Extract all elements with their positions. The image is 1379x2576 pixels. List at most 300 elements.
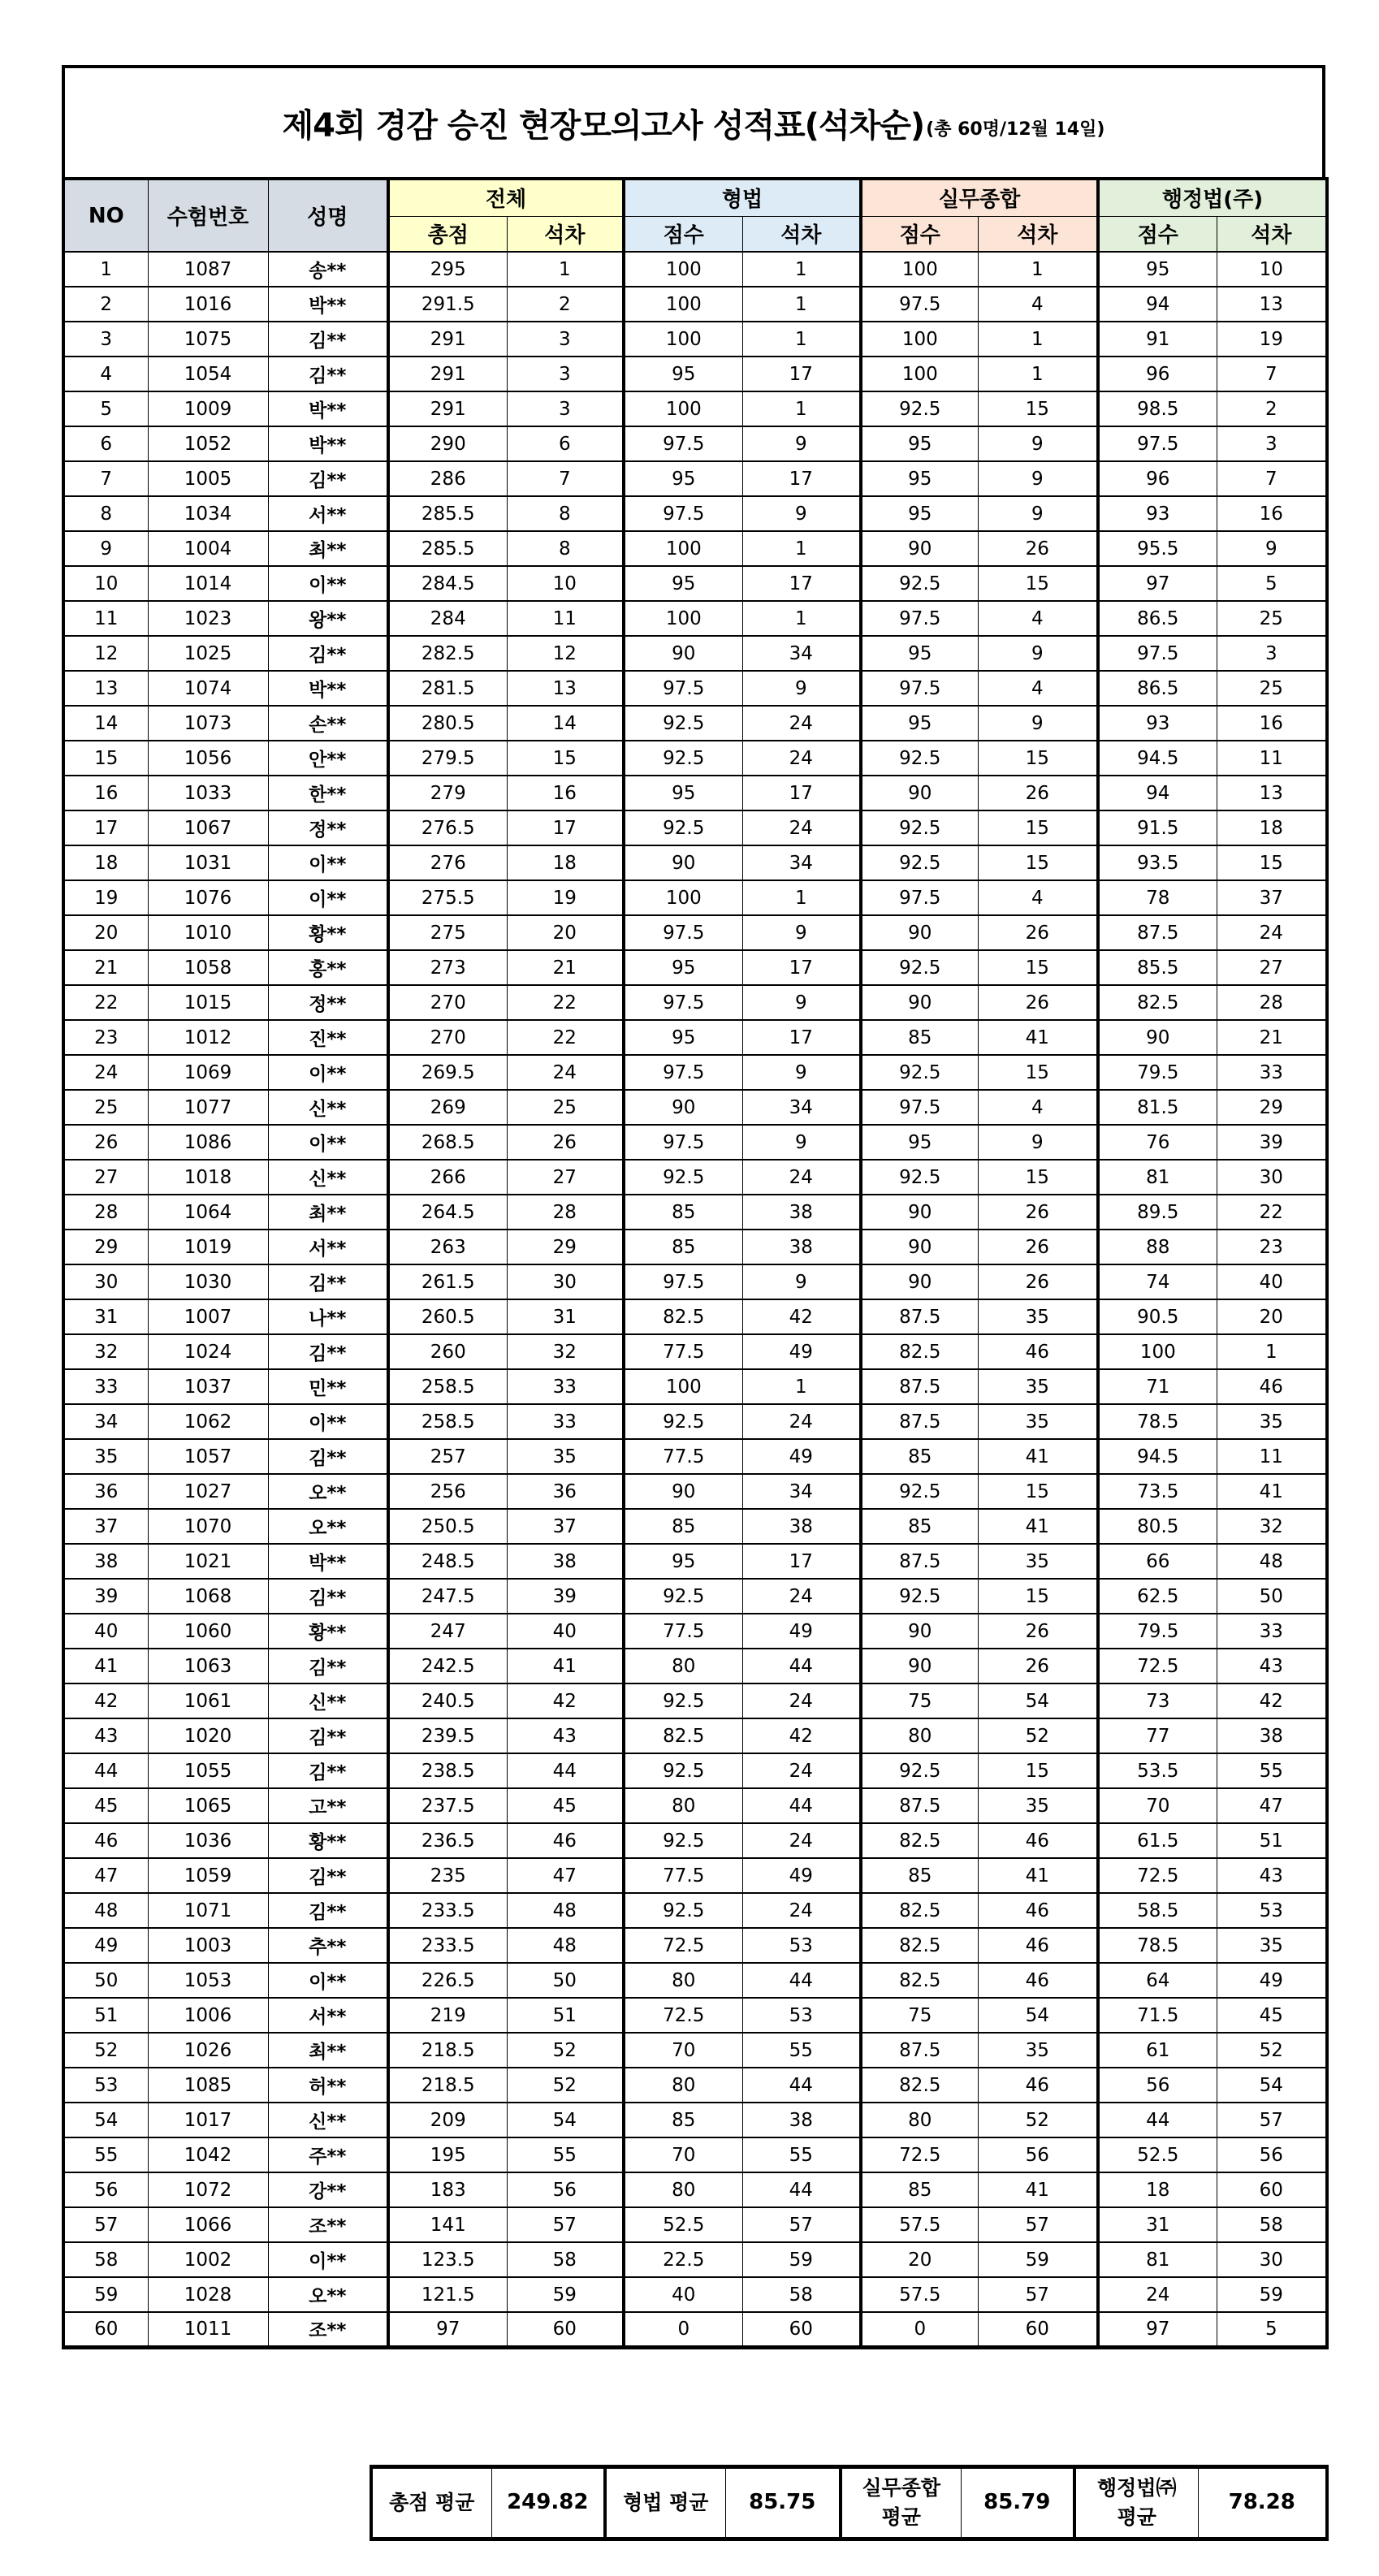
cell-practice-score: 57.5 — [861, 2207, 978, 2242]
practice-average-label: 실무종합 평균 — [841, 2467, 961, 2539]
cell-name: 김** — [268, 1753, 388, 1788]
cell-exam-no: 1037 — [148, 1369, 268, 1404]
cell-no: 41 — [63, 1649, 148, 1683]
cell-admin-rank: 54 — [1217, 2068, 1327, 2103]
cell-practice-rank: 1 — [978, 357, 1098, 391]
cell-criminal-score: 95 — [624, 566, 742, 601]
cell-no: 54 — [63, 2103, 148, 2137]
cell-total-score: 270 — [388, 1020, 507, 1055]
cell-total-score: 247 — [388, 1614, 507, 1649]
cell-practice-rank: 15 — [978, 950, 1098, 985]
cell-practice-score: 82.5 — [861, 1963, 978, 1998]
cell-no: 36 — [63, 1474, 148, 1509]
cell-admin-score: 96 — [1098, 357, 1217, 391]
cell-admin-rank: 52 — [1217, 2033, 1327, 2068]
col-header-no: NO — [63, 179, 148, 252]
table-row — [63, 1963, 1327, 1998]
cell-no: 8 — [63, 496, 148, 531]
cell-total-rank: 37 — [507, 1509, 624, 1544]
cell-total-score: 276 — [388, 845, 507, 880]
cell-name: 김** — [268, 1858, 388, 1893]
cell-name: 추** — [268, 1928, 388, 1963]
score-sheet — [62, 65, 1325, 2349]
cell-criminal-score: 95 — [624, 461, 742, 496]
cell-name: 황** — [268, 915, 388, 950]
cell-criminal-score: 97.5 — [624, 1264, 742, 1299]
cell-admin-score: 74 — [1098, 1264, 1217, 1299]
cell-criminal-score: 95 — [624, 357, 742, 391]
cell-criminal-score: 70 — [624, 2033, 742, 2068]
cell-no: 53 — [63, 2068, 148, 2103]
cell-criminal-score: 72.5 — [624, 1998, 742, 2033]
cell-total-rank: 51 — [507, 1998, 624, 2033]
cell-name: 고** — [268, 1788, 388, 1823]
cell-criminal-rank: 1 — [742, 1369, 861, 1404]
cell-no: 24 — [63, 1055, 148, 1090]
cell-criminal-score: 85 — [624, 2103, 742, 2137]
col-header-admin-rank: 석차 — [1217, 216, 1327, 252]
col-header-name: 성명 — [268, 179, 388, 252]
cell-practice-rank: 41 — [978, 1020, 1098, 1055]
cell-practice-score: 57.5 — [861, 2277, 978, 2312]
table-row — [63, 1020, 1327, 1055]
cell-exam-no: 1056 — [148, 741, 268, 776]
cell-practice-score: 82.5 — [861, 1823, 978, 1858]
cell-total-score: 258.5 — [388, 1404, 507, 1439]
cell-total-score: 264.5 — [388, 1195, 507, 1230]
cell-exam-no: 1031 — [148, 845, 268, 880]
cell-admin-score: 90 — [1098, 1020, 1217, 1055]
cell-total-score: 291 — [388, 391, 507, 426]
cell-total-rank: 33 — [507, 1369, 624, 1404]
cell-practice-rank: 15 — [978, 1474, 1098, 1509]
cell-admin-rank: 25 — [1217, 601, 1327, 636]
cell-practice-score: 87.5 — [861, 1404, 978, 1439]
cell-admin-score: 88 — [1098, 1230, 1217, 1264]
cell-no: 21 — [63, 950, 148, 985]
cell-admin-rank: 28 — [1217, 985, 1327, 1020]
table-row — [63, 1299, 1327, 1334]
cell-criminal-rank: 17 — [742, 1020, 861, 1055]
cell-exam-no: 1036 — [148, 1823, 268, 1858]
cell-criminal-rank: 59 — [742, 2242, 861, 2277]
cell-criminal-rank: 44 — [742, 1788, 861, 1823]
cell-admin-score: 53.5 — [1098, 1753, 1217, 1788]
cell-name: 진** — [268, 1020, 388, 1055]
cell-practice-rank: 9 — [978, 636, 1098, 671]
cell-admin-score: 81 — [1098, 2242, 1217, 2277]
cell-criminal-score: 80 — [624, 2172, 742, 2207]
cell-practice-rank: 46 — [978, 1963, 1098, 1998]
cell-criminal-score: 77.5 — [624, 1614, 742, 1649]
cell-total-rank: 3 — [507, 322, 624, 357]
cell-practice-score: 72.5 — [861, 2137, 978, 2172]
cell-practice-rank: 46 — [978, 1334, 1098, 1369]
cell-total-score: 270 — [388, 985, 507, 1020]
cell-exam-no: 1042 — [148, 2137, 268, 2172]
cell-admin-score: 66 — [1098, 1544, 1217, 1579]
cell-criminal-score: 95 — [624, 1544, 742, 1579]
cell-admin-score: 79.5 — [1098, 1055, 1217, 1090]
cell-admin-rank: 5 — [1217, 566, 1327, 601]
cell-criminal-score: 77.5 — [624, 1334, 742, 1369]
table-row — [63, 880, 1327, 915]
cell-admin-score: 70 — [1098, 1788, 1217, 1823]
cell-total-rank: 20 — [507, 915, 624, 950]
cell-admin-rank: 3 — [1217, 636, 1327, 671]
cell-name: 김** — [268, 1439, 388, 1474]
cell-total-score: 195 — [388, 2137, 507, 2172]
cell-total-score: 280.5 — [388, 706, 507, 741]
cell-total-score: 218.5 — [388, 2068, 507, 2103]
cell-total-score: 235 — [388, 1858, 507, 1893]
cell-criminal-score: 90 — [624, 845, 742, 880]
cell-exam-no: 1018 — [148, 1160, 268, 1195]
cell-criminal-rank: 1 — [742, 601, 861, 636]
cell-practice-rank: 26 — [978, 1614, 1098, 1649]
cell-admin-score: 61.5 — [1098, 1823, 1217, 1858]
cell-admin-rank: 19 — [1217, 322, 1327, 357]
cell-criminal-score: 92.5 — [624, 1404, 742, 1439]
table-row — [63, 2033, 1327, 2068]
cell-criminal-rank: 17 — [742, 1544, 861, 1579]
cell-criminal-score: 85 — [624, 1509, 742, 1544]
cell-no: 49 — [63, 1928, 148, 1963]
group-header-criminal-law: 형법 — [624, 179, 861, 216]
cell-name: 강** — [268, 2172, 388, 2207]
cell-admin-rank: 29 — [1217, 1090, 1327, 1125]
cell-practice-score: 75 — [861, 1683, 978, 1718]
cell-name: 박** — [268, 287, 388, 322]
cell-criminal-rank: 53 — [742, 1998, 861, 2033]
cell-admin-rank: 58 — [1217, 2207, 1327, 2242]
cell-no: 3 — [63, 322, 148, 357]
cell-admin-rank: 30 — [1217, 1160, 1327, 1195]
cell-total-score: 121.5 — [388, 2277, 507, 2312]
cell-practice-rank: 46 — [978, 2068, 1098, 2103]
cell-exam-no: 1009 — [148, 391, 268, 426]
cell-criminal-score: 95 — [624, 950, 742, 985]
cell-admin-rank: 51 — [1217, 1823, 1327, 1858]
cell-practice-rank: 57 — [978, 2277, 1098, 2312]
cell-total-rank: 48 — [507, 1928, 624, 1963]
table-row — [63, 706, 1327, 741]
cell-admin-rank: 35 — [1217, 1404, 1327, 1439]
cell-exam-no: 1030 — [148, 1264, 268, 1299]
cell-name: 이** — [268, 1055, 388, 1090]
cell-admin-rank: 7 — [1217, 357, 1327, 391]
cell-exam-no: 1026 — [148, 2033, 268, 2068]
table-row — [63, 1055, 1327, 1090]
cell-total-rank: 10 — [507, 566, 624, 601]
cell-practice-rank: 26 — [978, 1649, 1098, 1683]
cell-criminal-score: 97.5 — [624, 426, 742, 461]
cell-practice-score: 20 — [861, 2242, 978, 2277]
cell-practice-score: 95 — [861, 636, 978, 671]
cell-admin-rank: 55 — [1217, 1753, 1327, 1788]
cell-exam-no: 1087 — [148, 252, 268, 287]
table-row — [63, 531, 1327, 566]
cell-admin-rank: 3 — [1217, 426, 1327, 461]
cell-criminal-score: 77.5 — [624, 1439, 742, 1474]
cell-practice-score: 92.5 — [861, 950, 978, 985]
cell-practice-score: 92.5 — [861, 566, 978, 601]
cell-practice-rank: 54 — [978, 1998, 1098, 2033]
cell-admin-rank: 16 — [1217, 706, 1327, 741]
cell-criminal-score: 92.5 — [624, 810, 742, 845]
cell-total-rank: 58 — [507, 2242, 624, 2277]
cell-practice-rank: 4 — [978, 601, 1098, 636]
cell-exam-no: 1069 — [148, 1055, 268, 1090]
cell-total-score: 286 — [388, 461, 507, 496]
cell-no: 43 — [63, 1718, 148, 1753]
cell-practice-score: 100 — [861, 357, 978, 391]
cell-practice-score: 90 — [861, 985, 978, 1020]
cell-admin-rank: 53 — [1217, 1893, 1327, 1928]
cell-no: 32 — [63, 1334, 148, 1369]
cell-practice-rank: 26 — [978, 915, 1098, 950]
table-row — [63, 915, 1327, 950]
cell-total-rank: 22 — [507, 1020, 624, 1055]
cell-practice-rank: 26 — [978, 1264, 1098, 1299]
cell-no: 58 — [63, 2242, 148, 2277]
cell-criminal-score: 100 — [624, 601, 742, 636]
cell-no: 55 — [63, 2137, 148, 2172]
table-row — [63, 1404, 1327, 1439]
cell-criminal-rank: 17 — [742, 566, 861, 601]
cell-total-rank: 25 — [507, 1090, 624, 1125]
cell-criminal-score: 40 — [624, 2277, 742, 2312]
cell-no: 17 — [63, 810, 148, 845]
cell-exam-no: 1005 — [148, 461, 268, 496]
cell-no: 4 — [63, 357, 148, 391]
table-row — [63, 671, 1327, 706]
cell-exam-no: 1061 — [148, 1683, 268, 1718]
cell-practice-rank: 15 — [978, 1579, 1098, 1614]
cell-name: 오** — [268, 1509, 388, 1544]
cell-exam-no: 1019 — [148, 1230, 268, 1264]
cell-total-rank: 35 — [507, 1439, 624, 1474]
group-header-admin-law: 행정법(주) — [1098, 179, 1327, 216]
cell-name: 김** — [268, 1334, 388, 1369]
cell-total-rank: 33 — [507, 1404, 624, 1439]
cell-practice-rank: 60 — [978, 2312, 1098, 2347]
cell-admin-rank: 11 — [1217, 741, 1327, 776]
cell-criminal-rank: 53 — [742, 1928, 861, 1963]
cell-practice-rank: 15 — [978, 1160, 1098, 1195]
cell-total-score: 123.5 — [388, 2242, 507, 2277]
table-row — [63, 1509, 1327, 1544]
cell-practice-score: 85 — [861, 1020, 978, 1055]
cell-admin-score: 87.5 — [1098, 915, 1217, 950]
table-row — [63, 2068, 1327, 2103]
cell-total-score: 260 — [388, 1334, 507, 1369]
cell-admin-score: 97 — [1098, 2312, 1217, 2347]
cell-criminal-rank: 49 — [742, 1439, 861, 1474]
cell-total-rank: 24 — [507, 1055, 624, 1090]
table-row — [63, 287, 1327, 322]
cell-no: 45 — [63, 1788, 148, 1823]
cell-admin-score: 81.5 — [1098, 1090, 1217, 1125]
cell-name: 최** — [268, 531, 388, 566]
cell-criminal-rank: 58 — [742, 2277, 861, 2312]
cell-name: 김** — [268, 357, 388, 391]
cell-practice-rank: 46 — [978, 1928, 1098, 1963]
cell-total-score: 238.5 — [388, 1753, 507, 1788]
cell-total-rank: 44 — [507, 1753, 624, 1788]
cell-criminal-score: 95 — [624, 776, 742, 810]
cell-name: 최** — [268, 2033, 388, 2068]
cell-practice-rank: 4 — [978, 880, 1098, 915]
cell-practice-rank: 1 — [978, 252, 1098, 287]
cell-criminal-rank: 44 — [742, 2068, 861, 2103]
cell-practice-rank: 35 — [978, 1788, 1098, 1823]
cell-criminal-rank: 9 — [742, 915, 861, 950]
cell-name: 김** — [268, 461, 388, 496]
table-row — [63, 1614, 1327, 1649]
cell-admin-rank: 50 — [1217, 1579, 1327, 1614]
criminal-law-average-label: 형법 평균 — [605, 2467, 725, 2539]
cell-practice-rank: 15 — [978, 741, 1098, 776]
table-row — [63, 1230, 1327, 1264]
cell-practice-score: 90 — [861, 1614, 978, 1649]
cell-name: 나** — [268, 1299, 388, 1334]
table-row — [63, 566, 1327, 601]
cell-no: 50 — [63, 1963, 148, 1998]
cell-total-rank: 54 — [507, 2103, 624, 2137]
cell-admin-score: 73.5 — [1098, 1474, 1217, 1509]
cell-no: 13 — [63, 671, 148, 706]
cell-practice-score: 82.5 — [861, 1928, 978, 1963]
score-table-body — [63, 252, 1327, 2347]
cell-exam-no: 1015 — [148, 985, 268, 1020]
cell-practice-rank: 15 — [978, 810, 1098, 845]
table-row — [63, 1893, 1327, 1928]
cell-practice-rank: 26 — [978, 1195, 1098, 1230]
cell-total-score: 239.5 — [388, 1718, 507, 1753]
total-average-value: 249.82 — [491, 2467, 605, 2539]
cell-practice-rank: 4 — [978, 671, 1098, 706]
cell-name: 조** — [268, 2207, 388, 2242]
cell-practice-score: 97.5 — [861, 287, 978, 322]
col-header-practice-rank: 석차 — [978, 216, 1098, 252]
cell-no: 59 — [63, 2277, 148, 2312]
cell-total-score: 282.5 — [388, 636, 507, 671]
table-row — [63, 2137, 1327, 2172]
cell-total-score: 284 — [388, 601, 507, 636]
cell-criminal-rank: 17 — [742, 461, 861, 496]
cell-criminal-score: 77.5 — [624, 1858, 742, 1893]
cell-criminal-rank: 49 — [742, 1614, 861, 1649]
cell-total-rank: 48 — [507, 1893, 624, 1928]
table-row — [63, 1125, 1327, 1160]
cell-name: 조** — [268, 2312, 388, 2347]
cell-total-score: 295 — [388, 252, 507, 287]
cell-criminal-score: 22.5 — [624, 2242, 742, 2277]
cell-criminal-rank: 1 — [742, 531, 861, 566]
cell-criminal-rank: 38 — [742, 1230, 861, 1264]
cell-exam-no: 1012 — [148, 1020, 268, 1055]
cell-exam-no: 1055 — [148, 1753, 268, 1788]
cell-criminal-score: 80 — [624, 2068, 742, 2103]
cell-practice-score: 82.5 — [861, 1334, 978, 1369]
cell-criminal-rank: 1 — [742, 252, 861, 287]
cell-name: 안** — [268, 741, 388, 776]
cell-practice-rank: 9 — [978, 426, 1098, 461]
cell-exam-no: 1074 — [148, 671, 268, 706]
cell-exam-no: 1023 — [148, 601, 268, 636]
cell-practice-rank: 54 — [978, 1683, 1098, 1718]
cell-total-rank: 59 — [507, 2277, 624, 2312]
cell-criminal-score: 80 — [624, 1788, 742, 1823]
cell-total-rank: 22 — [507, 985, 624, 1020]
cell-total-score: 236.5 — [388, 1823, 507, 1858]
cell-admin-rank: 43 — [1217, 1649, 1327, 1683]
cell-practice-rank: 9 — [978, 496, 1098, 531]
cell-admin-rank: 41 — [1217, 1474, 1327, 1509]
cell-exam-no: 1017 — [148, 2103, 268, 2137]
cell-no: 48 — [63, 1893, 148, 1928]
cell-total-rank: 41 — [507, 1649, 624, 1683]
cell-admin-rank: 13 — [1217, 776, 1327, 810]
cell-practice-score: 90 — [861, 915, 978, 950]
cell-total-score: 237.5 — [388, 1788, 507, 1823]
cell-total-rank: 8 — [507, 496, 624, 531]
cell-admin-rank: 57 — [1217, 2103, 1327, 2137]
cell-practice-score: 92.5 — [861, 1160, 978, 1195]
cell-criminal-score: 92.5 — [624, 706, 742, 741]
cell-admin-rank: 33 — [1217, 1614, 1327, 1649]
cell-practice-rank: 46 — [978, 1893, 1098, 1928]
cell-criminal-score: 100 — [624, 252, 742, 287]
cell-no: 35 — [63, 1439, 148, 1474]
cell-admin-score: 95 — [1098, 252, 1217, 287]
cell-total-score: 285.5 — [388, 531, 507, 566]
cell-total-rank: 29 — [507, 1230, 624, 1264]
cell-total-score: 261.5 — [388, 1264, 507, 1299]
table-row — [63, 1788, 1327, 1823]
cell-practice-score: 85 — [861, 2172, 978, 2207]
cell-total-score: 279.5 — [388, 741, 507, 776]
table-row — [63, 1683, 1327, 1718]
page-subtitle: (총 60명/12월 14일) — [926, 119, 1105, 140]
cell-criminal-score: 97.5 — [624, 1125, 742, 1160]
cell-practice-rank: 15 — [978, 1055, 1098, 1090]
cell-criminal-rank: 24 — [742, 1404, 861, 1439]
cell-practice-score: 97.5 — [861, 671, 978, 706]
cell-name: 신** — [268, 1683, 388, 1718]
col-header-practice-score: 점수 — [861, 216, 978, 252]
cell-practice-score: 75 — [861, 1998, 978, 2033]
cell-total-rank: 11 — [507, 601, 624, 636]
cell-exam-no: 1077 — [148, 1090, 268, 1125]
cell-practice-rank: 41 — [978, 1439, 1098, 1474]
cell-total-score: 141 — [388, 2207, 507, 2242]
cell-practice-rank: 15 — [978, 566, 1098, 601]
cell-name: 황** — [268, 1614, 388, 1649]
cell-total-rank: 27 — [507, 1160, 624, 1195]
cell-exam-no: 1006 — [148, 1998, 268, 2033]
cell-total-rank: 31 — [507, 1299, 624, 1334]
group-header-total: 전체 — [388, 179, 624, 216]
table-row — [63, 1823, 1327, 1858]
cell-admin-score: 82.5 — [1098, 985, 1217, 1020]
cell-total-score: 281.5 — [388, 671, 507, 706]
cell-exam-no: 1014 — [148, 566, 268, 601]
cell-practice-rank: 15 — [978, 391, 1098, 426]
cell-practice-rank: 26 — [978, 985, 1098, 1020]
cell-total-rank: 39 — [507, 1579, 624, 1614]
